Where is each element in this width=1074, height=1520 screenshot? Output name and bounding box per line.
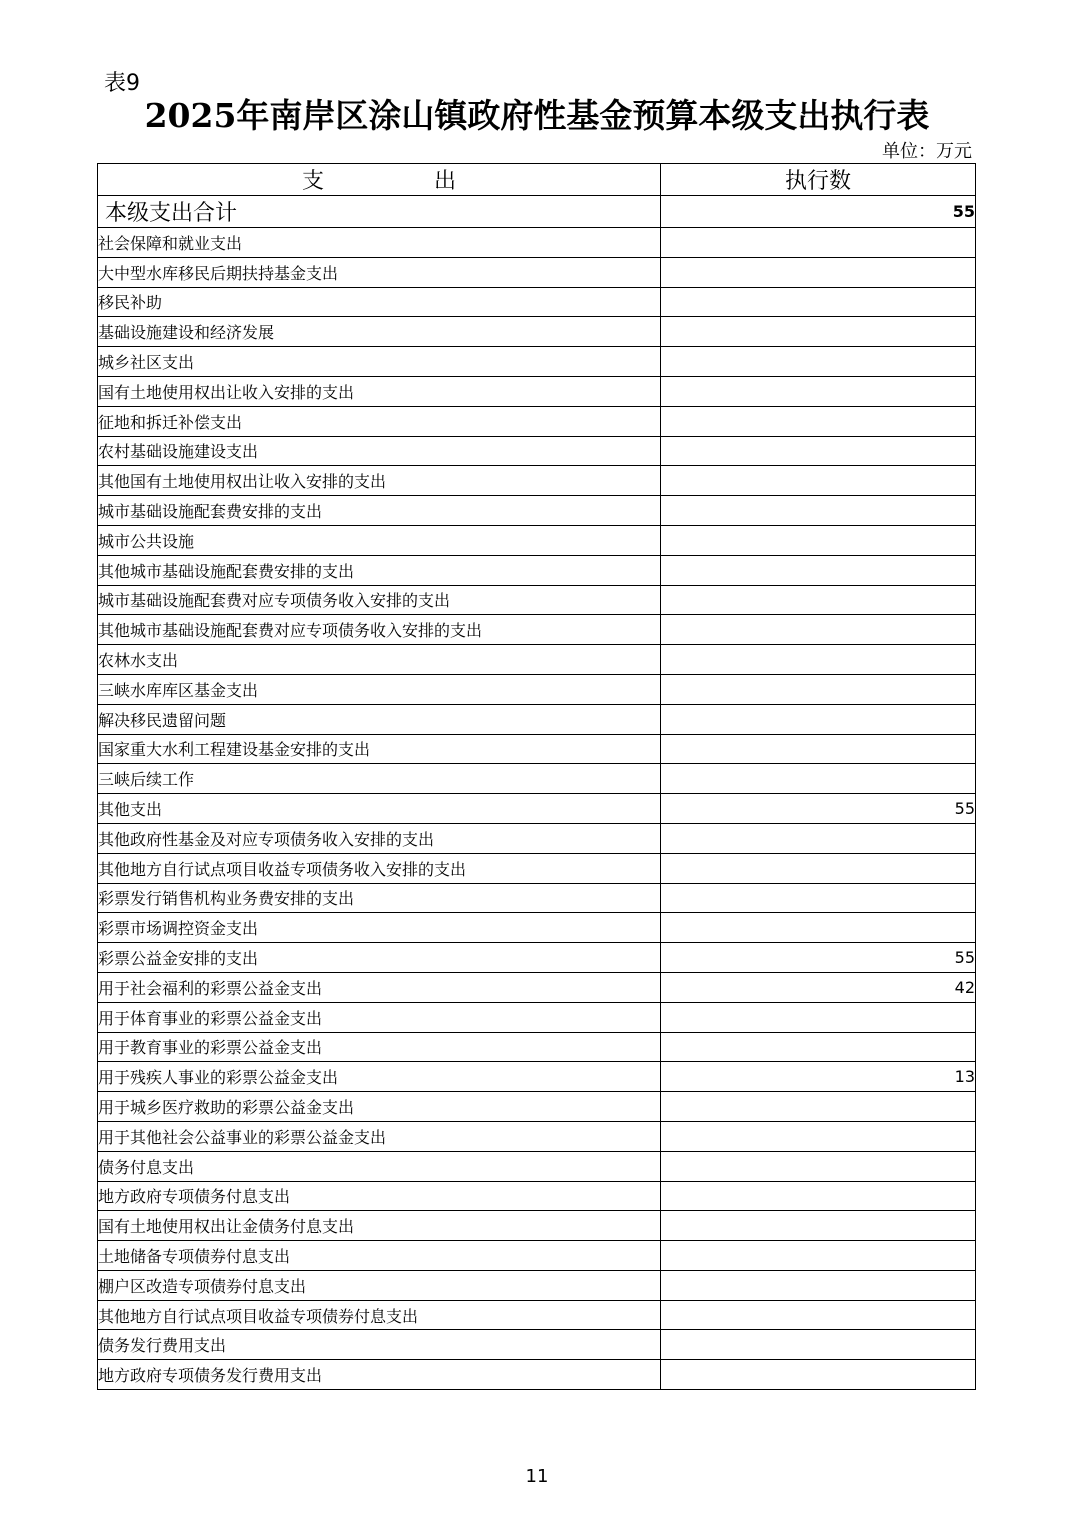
- row-value: [661, 317, 976, 347]
- row-label: 国家重大水利工程建设基金安排的支出: [98, 734, 661, 764]
- row-value: [661, 1121, 976, 1151]
- row-label: 城市公共设施: [98, 525, 661, 555]
- row-label: 其他支出: [98, 794, 661, 824]
- table-row: [98, 734, 976, 764]
- row-label: 彩票公益金安排的支出: [98, 943, 661, 973]
- row-label: 农村基础设施建设支出: [98, 436, 661, 466]
- row-label: 地方政府专项债务付息支出: [98, 1181, 661, 1211]
- row-label: 地方政府专项债务发行费用支出: [98, 1360, 661, 1390]
- row-value: 13: [661, 1062, 976, 1092]
- row-label: 彩票市场调控资金支出: [98, 913, 661, 943]
- expenditure-table: [97, 163, 976, 1390]
- row-label: 国有土地使用权出让收入安排的支出: [98, 376, 661, 406]
- table-row: [98, 1360, 976, 1390]
- row-value: [661, 1092, 976, 1122]
- row-value: [661, 496, 976, 526]
- table-row: [98, 525, 976, 555]
- row-label: 土地储备专项债券付息支出: [98, 1241, 661, 1271]
- row-value: [661, 406, 976, 436]
- row-value: [661, 585, 976, 615]
- table-row: [98, 943, 976, 973]
- table-row: [98, 645, 976, 675]
- row-label: 城市基础设施配套费安排的支出: [98, 496, 661, 526]
- page-number: 11: [525, 1466, 549, 1487]
- table-row: [98, 406, 976, 436]
- total-value: 55: [661, 196, 976, 228]
- table-row: [98, 555, 976, 585]
- row-value: [661, 1241, 976, 1271]
- row-value: [661, 764, 976, 794]
- row-label: 大中型水库移民后期扶持基金支出: [98, 257, 661, 287]
- row-value: [661, 734, 976, 764]
- row-value: [661, 1330, 976, 1360]
- row-value: [661, 1002, 976, 1032]
- row-label: 用于残疾人事业的彩票公益金支出: [98, 1062, 661, 1092]
- row-label: 彩票发行销售机构业务费安排的支出: [98, 883, 661, 913]
- table-row: [98, 317, 976, 347]
- row-label: 国有土地使用权出让金债务付息支出: [98, 1211, 661, 1241]
- row-value: [661, 228, 976, 258]
- table-row: [98, 1002, 976, 1032]
- row-label: 用于社会福利的彩票公益金支出: [98, 972, 661, 1002]
- table-row: [98, 228, 976, 258]
- row-value: [661, 823, 976, 853]
- table-row: [98, 1270, 976, 1300]
- table-number-label: 表9: [104, 71, 140, 96]
- row-label: 用于城乡医疗救助的彩票公益金支出: [98, 1092, 661, 1122]
- row-label: 解决移民遗留问题: [98, 704, 661, 734]
- row-value: [661, 287, 976, 317]
- row-label: 三峡水库库区基金支出: [98, 674, 661, 704]
- table-row: [98, 1181, 976, 1211]
- row-label: 社会保障和就业支出: [98, 228, 661, 258]
- table-row: [98, 794, 976, 824]
- header-executed-amount: 执行数: [661, 164, 976, 196]
- row-value: [661, 436, 976, 466]
- row-label: 用于教育事业的彩票公益金支出: [98, 1032, 661, 1062]
- row-value: [661, 347, 976, 377]
- row-label: 移民补助: [98, 287, 661, 317]
- table-row: [98, 1032, 976, 1062]
- table-row: [98, 1330, 976, 1360]
- table-row: [98, 287, 976, 317]
- row-value: [661, 466, 976, 496]
- row-value: [661, 1360, 976, 1390]
- row-label: 其他地方自行试点项目收益专项债券付息支出: [98, 1300, 661, 1330]
- table-row: [98, 1092, 976, 1122]
- row-label: 城乡社区支出: [98, 347, 661, 377]
- row-value: 55: [661, 943, 976, 973]
- table-row: [98, 1241, 976, 1271]
- table-row: [98, 764, 976, 794]
- table-row: [98, 883, 976, 913]
- row-value: [661, 1181, 976, 1211]
- table-row: [98, 913, 976, 943]
- row-label: 其他地方自行试点项目收益专项债务收入安排的支出: [98, 853, 661, 883]
- table-row: [98, 704, 976, 734]
- table-row: [98, 1300, 976, 1330]
- row-label: 棚户区改造专项债券付息支出: [98, 1270, 661, 1300]
- row-label: 用于体育事业的彩票公益金支出: [98, 1002, 661, 1032]
- table-row: [98, 674, 976, 704]
- row-label: 债务发行费用支出: [98, 1330, 661, 1360]
- row-value: [661, 645, 976, 675]
- row-label: 三峡后续工作: [98, 764, 661, 794]
- table-row: [98, 496, 976, 526]
- row-value: [661, 257, 976, 287]
- table-header-row: [98, 164, 976, 196]
- total-row: [98, 196, 976, 228]
- table-row: [98, 466, 976, 496]
- row-label: 其他政府性基金及对应专项债务收入安排的支出: [98, 823, 661, 853]
- table-row: [98, 1211, 976, 1241]
- table-row: [98, 853, 976, 883]
- row-label: 其他城市基础设施配套费对应专项债务收入安排的支出: [98, 615, 661, 645]
- row-label: 城市基础设施配套费对应专项债务收入安排的支出: [98, 585, 661, 615]
- table-row: [98, 376, 976, 406]
- table-row: [98, 585, 976, 615]
- table-row: [98, 1062, 976, 1092]
- row-value: [661, 1151, 976, 1181]
- total-label: 本级支出合计: [98, 196, 661, 228]
- row-value: [661, 674, 976, 704]
- row-value: 55: [661, 794, 976, 824]
- row-value: [661, 1211, 976, 1241]
- row-value: [661, 913, 976, 943]
- table-row: [98, 823, 976, 853]
- table-row: [98, 1151, 976, 1181]
- table-row: [98, 436, 976, 466]
- row-label: 基础设施建设和经济发展: [98, 317, 661, 347]
- table-row: [98, 1121, 976, 1151]
- row-value: [661, 525, 976, 555]
- row-value: [661, 376, 976, 406]
- unit-label: 单位：万元: [882, 141, 972, 162]
- header-expenditure-label: 支出: [301, 169, 566, 194]
- row-label: 征地和拆迁补偿支出: [98, 406, 661, 436]
- row-value: [661, 1270, 976, 1300]
- row-value: [661, 1032, 976, 1062]
- table-row: [98, 615, 976, 645]
- row-value: [661, 1300, 976, 1330]
- row-label: 其他国有土地使用权出让收入安排的支出: [98, 466, 661, 496]
- table-row: [98, 972, 976, 1002]
- row-value: [661, 615, 976, 645]
- table-row: [98, 257, 976, 287]
- row-label: 其他城市基础设施配套费安排的支出: [98, 555, 661, 585]
- page-title: 2025年南岸区涂山镇政府性基金预算本级支出执行表: [144, 96, 930, 135]
- row-value: [661, 555, 976, 585]
- header-expenditure: [98, 164, 661, 196]
- row-value: [661, 883, 976, 913]
- row-label: 债务付息支出: [98, 1151, 661, 1181]
- row-label: 农林水支出: [98, 645, 661, 675]
- table-row: [98, 347, 976, 377]
- row-label: 用于其他社会公益事业的彩票公益金支出: [98, 1121, 661, 1151]
- row-value: [661, 853, 976, 883]
- row-value: 42: [661, 972, 976, 1002]
- row-value: [661, 704, 976, 734]
